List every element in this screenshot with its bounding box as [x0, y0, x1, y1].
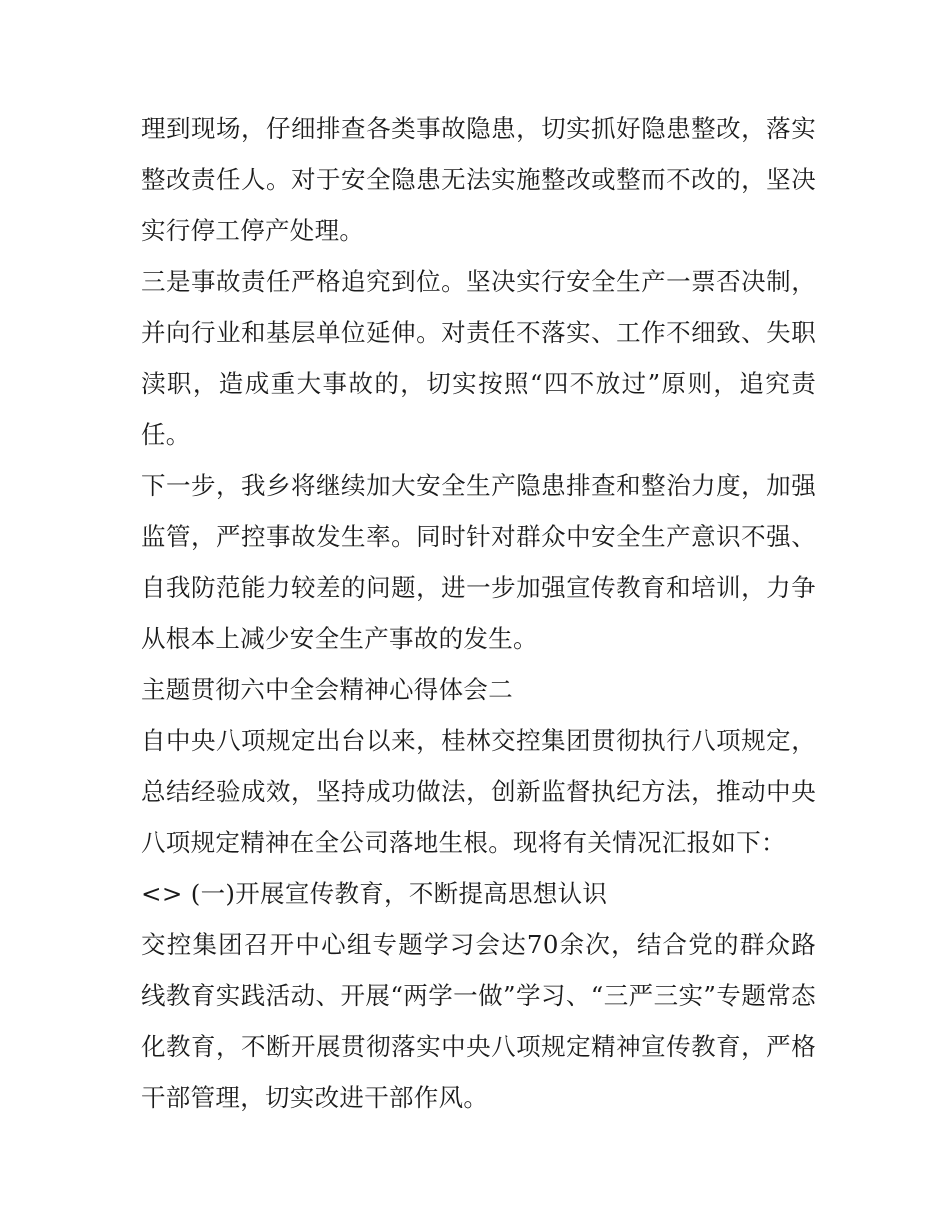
- paragraph-education: 交控集团召开中心组专题学习会达70余次，结合党的群众路线教育实践活动、开展“两学一做”学习、“三严三实”专题常态化教育，不断开展贯彻落实中央八项规定精神宣传教育，严格干部管理，切实改进干部作风。: [141, 930, 816, 1112]
- paragraph-intro: 自中央八项规定出台以来，桂林交控集团贯彻执行八项规定，总结经验成效，坚持成功做法，创新监督执纪方法，推动中央八项规定精神在全公司落地生根。现将有关情况汇报如下：: [141, 726, 816, 857]
- paragraph-next-steps: 下一步，我乡将继续加大安全生产隐患排查和整治力度，加强监管，严控事故发生率。同时针对群众中安全生产意识不强、自我防范能力较差的问题，进一步加强宣传教育和培训，力争从根本上减少安全生产事故的发生。: [141, 471, 816, 653]
- subsection-heading: <> (一)开展宣传教育，不断提高思想认识: [141, 879, 608, 908]
- section-heading: 主题贯彻六中全会精神心得体会二: [141, 675, 513, 704]
- paragraph-accountability: 三是事故责任严格追究到位。坚决实行安全生产一票否决制，并向行业和基层单位延伸。对责任不落实、工作不细致、失职渎职，造成重大事故的，切实按照“四不放过”原则，追究责任。: [141, 267, 816, 449]
- document-body: [141, 103, 816, 1123]
- paragraph-continuation: 理到现场，仔细排查各类事故隐患，切实抓好隐患整改，落实整改责任人。对于安全隐患无法实施整改或整而不改的，坚决实行停工停产处理。: [141, 114, 816, 245]
